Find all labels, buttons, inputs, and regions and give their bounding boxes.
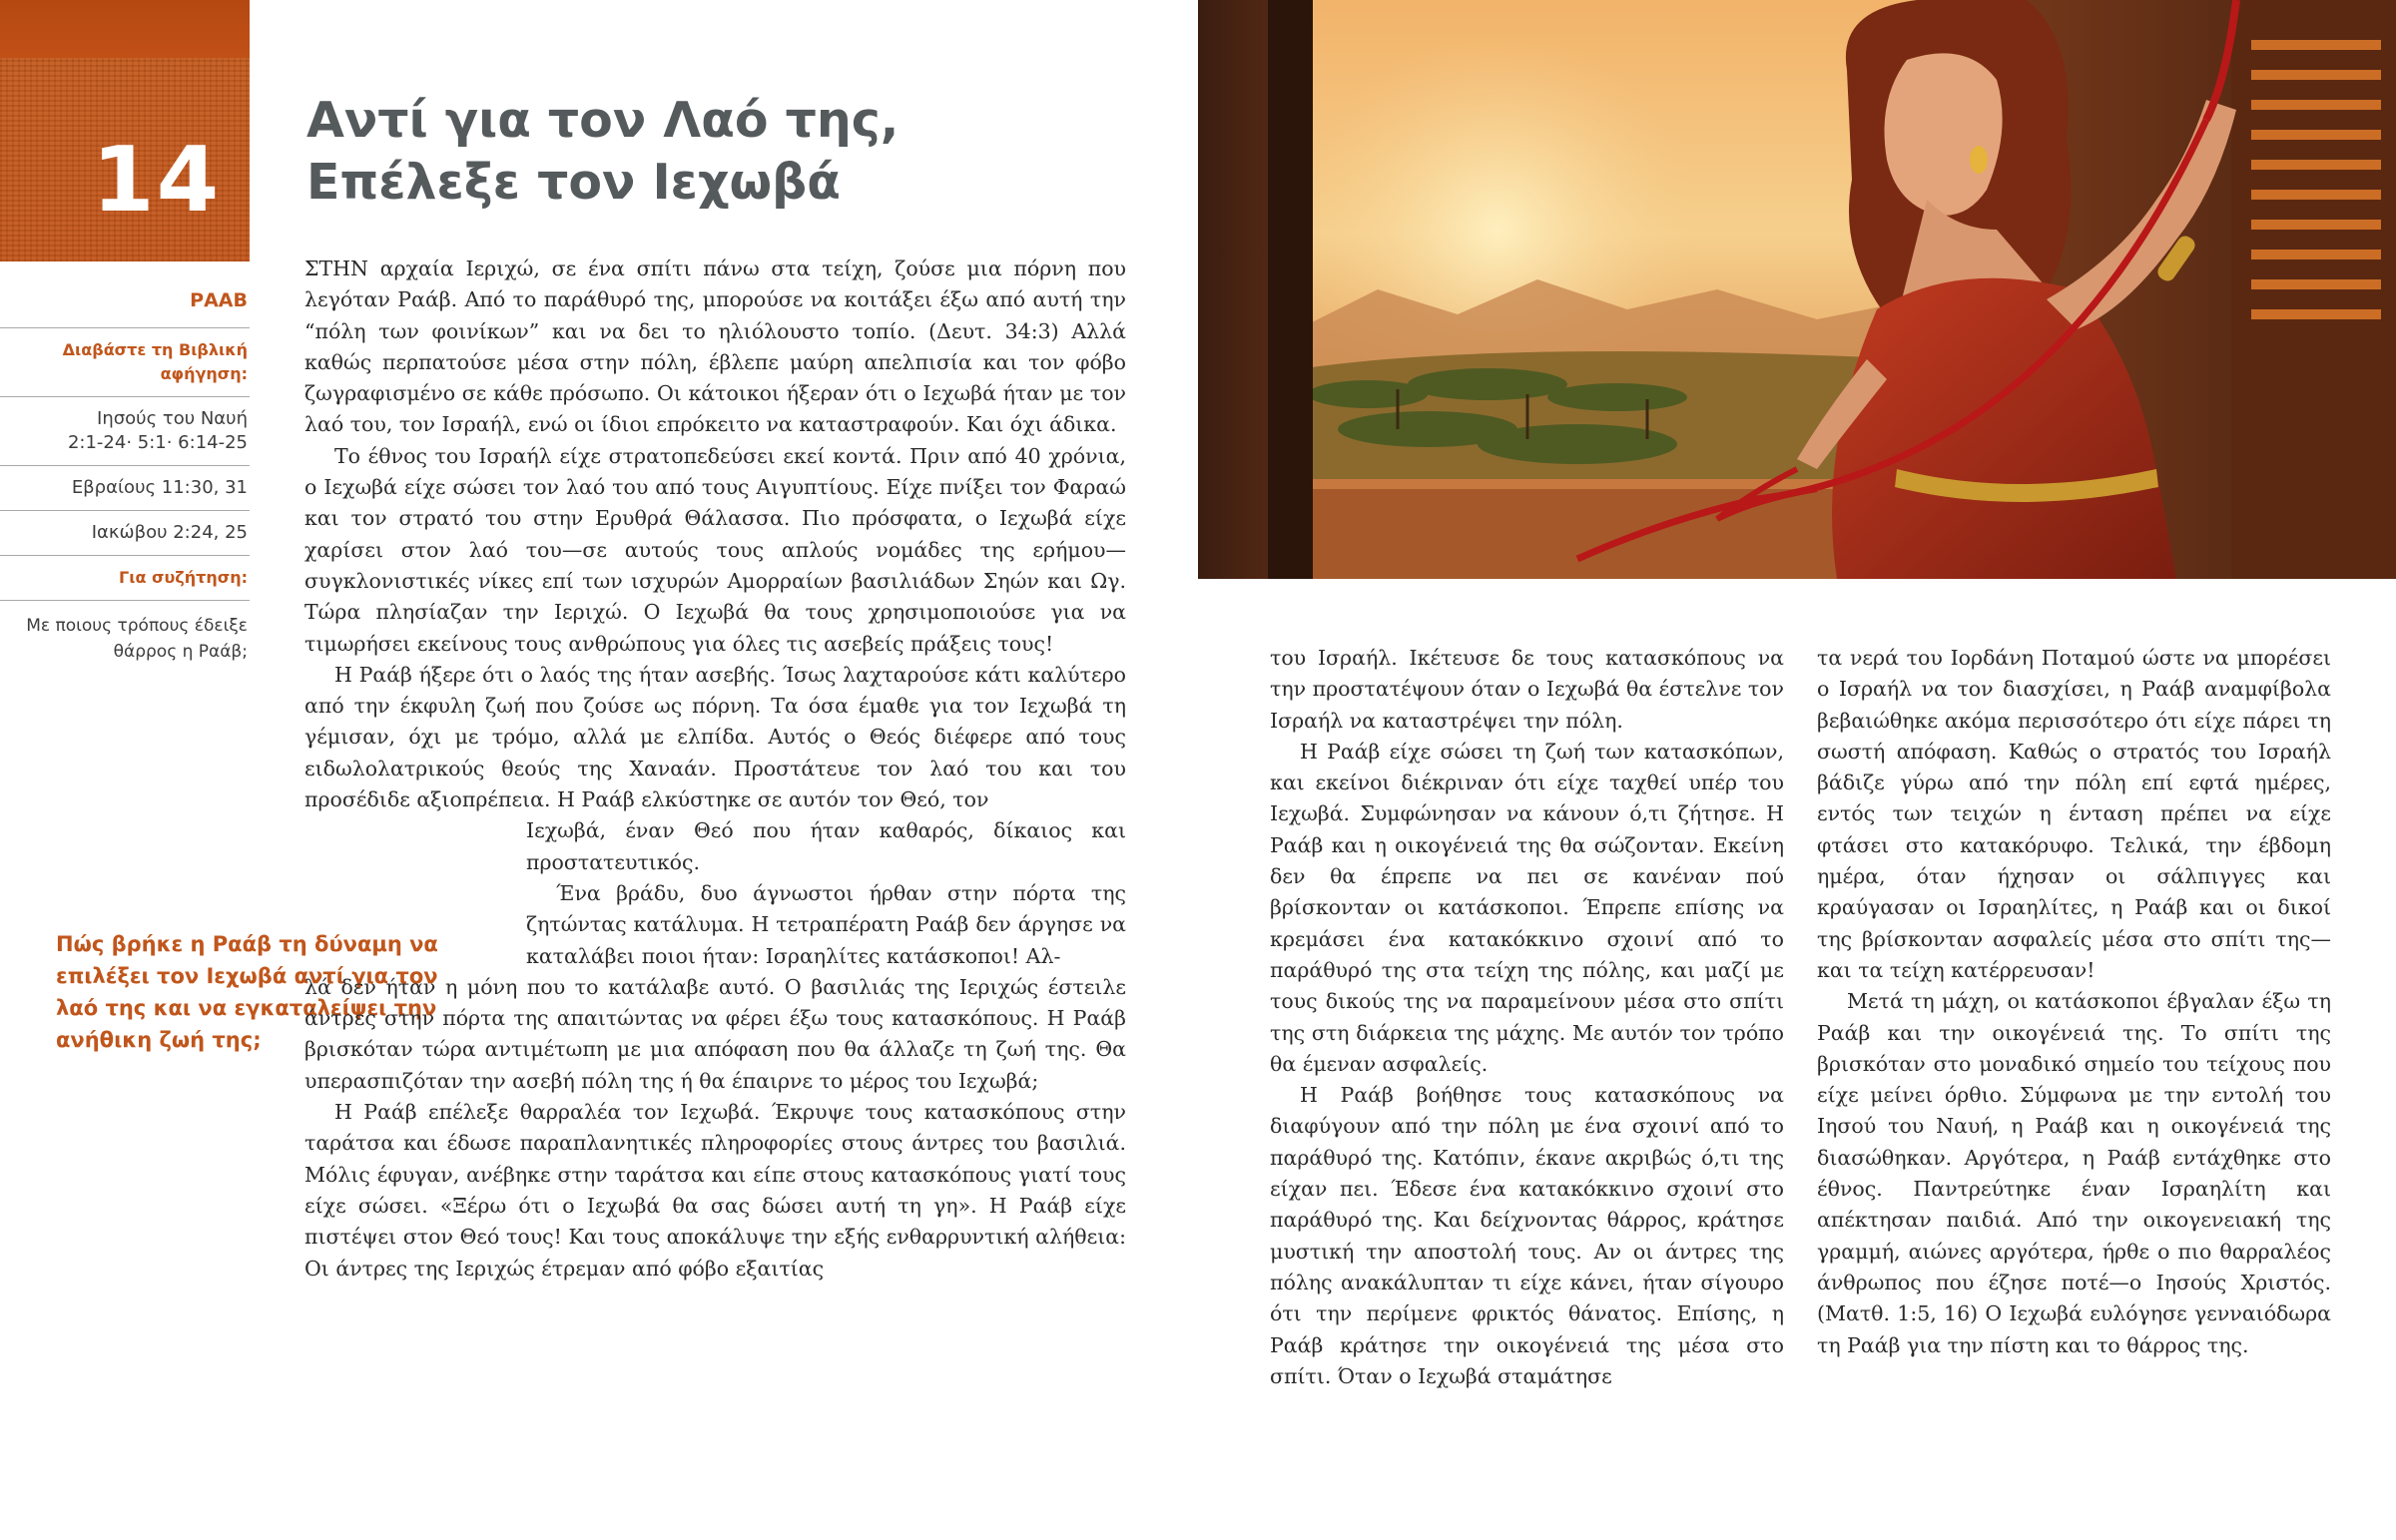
scripture-ref[interactable]: 2:1-24· 5:1· 6:14-25	[67, 432, 248, 453]
scripture-ref[interactable]: Εβραίους 11:30, 31	[71, 477, 248, 498]
paragraph: τα νερά του Ιορδάνη Ποταμού ώστε να μπορέσει ο Ισραήλ να τον διασχίσει, η Ραάβ αναμφίβολα βεβαιώθηκε ακόμα περισσότερο ότι είχε πάρει τη σωστή απόφαση. Καθώς ο στρατός του Ισραήλ βάδιζε γύρω από την πόλη επί εφτά ημέρες, εντός των τειχών η ένταση πρέπει να είχε φτάσει στο κατακόρυφο. Τελικά, την έβδομη ημέρα, όταν ήχησαν οι σάλπιγγες και κραύγασαν οι Ισραηλίτες, η Ραάβ και οι δικοί της βρίσκονταν ασφαλείς μέσα στο σπίτι της—και τα τείχη κατέρρευσαν!	[1817, 646, 2331, 982]
paragraph: Η Ραάβ ήξερε ότι ο λαός της ήταν ασεβής. Ίσως λαχταρούσε κάτι καλύτερο από την έκφυλη ζωή που ζούσε ως πόρνη. Τα όσα έμαθε για τον Ιεχωβά τη γέμισαν, όχι με τρόμο, αλλά με ελπίδα. Αυτός ο Θεός διέφερε από τους ειδωλολατρικούς θεούς της Χαναάν. Προστάτευε τον λαό του και του προσέδιδε αξιοπρέπεια. Η Ραάβ ελκύστηκε σε αυτόν τον Θεό, τον	[304, 662, 1126, 812]
badge-band	[0, 0, 250, 58]
paragraph: λά δεν ήταν η μόνη που το κατάλαβε αυτό. Ο βασιλιάς της Ιεριχώς έστειλε άντρες στην πόρτα της απαιτώντας να φέρει έξω τους κατασκόπους. Η Ραάβ βρισκόταν τώρα αντιμέτωπη με μια απόφαση που θα άλλαζε τη ζωή της. Θα υπερασπιζόταν την ασεβή πόλη της ή θα έπαιρνε το μέρος του Ιεχωβά;	[304, 974, 1126, 1093]
paragraph: Ιεχωβά, έναν Θεό που ήταν καθαρός, δίκαιος και προστατευτικός.	[526, 818, 1126, 874]
chapter-number: 14	[92, 128, 222, 233]
discuss-label: Για συζήτηση:	[119, 568, 248, 587]
chapter-badge	[0, 0, 250, 261]
title-line-1: Αντί για τον Λαό της,	[306, 92, 899, 149]
rahab-illustration	[1198, 0, 2396, 579]
paragraph: Ένα βράδυ, δυο άγνωστοι ήρθαν στην πόρτα της ζητώντας κατάλυμα. Η τετραπέρατη Ραάβ δεν άργησε να καταλάβει ποιοι ήταν: Ισραηλίτες κατάσκοποι! Αλ-	[526, 880, 1126, 968]
page-title	[306, 90, 925, 214]
character-name: ΡΑΑΒ	[0, 281, 250, 328]
discuss-question: Με ποιους τρόπους έδειξε θάρρος η Ραάβ;	[26, 616, 248, 662]
body-column-right	[1817, 643, 2331, 1361]
discuss-label-block	[0, 556, 250, 601]
paragraph: Η Ραάβ είχε σώσει τη ζωή των κατασκόπων, και εκείνοι διέκριναν ότι είχε ταχθεί υπέρ του Ιεχωβά. Συμφώνησαν να κάνουν ό,τι ζήτησε. Η Ραάβ και η οικογένειά της θα σώζονταν. Εκείνη δεν θα έπρεπε να πει σε κανέναν πού βρίσκονταν οι κατάσκοποι. Έπρεπε επίσης να κρεμάσει ένα κατακόκκινο σχοινί από το παράθυρό της στα τείχη της πόλης, και μαζί με τους δικούς της να παραμείνουν μέσα στο σπίτι της στη διάρκεια της μάχης. Με αυτόν τον τρόπο θα έμεναν ασφαλείς.	[1270, 739, 1784, 1076]
paragraph: του Ισραήλ. Ικέτευσε δε τους κατασκόπους να την προστατέψουν όταν ο Ιεχωβά θα έστελνε τον Ισραήλ να καταστρέψει την πόλη.	[1270, 646, 1784, 733]
paragraph: Η Ραάβ επέλεξε θαρραλέα τον Ιεχωβά. Έκρυψε τους κατασκόπους στην ταράτσα και έδωσε παραπλανητικές πληροφορίες στους άντρες του βασιλιά. Μόλις έφυγαν, ανέβηκε στην ταράτσα και είπε στους κατασκόπους γιατί τους είχε σώσει. «Ξέρω ότι ο Ιεχωβά θα σας δώσει αυτή τη γη». Η Ραάβ είχε πιστέψει στον Θεό τους! Και τους αποκάλυψε την εξής ενθαρρυντική αλήθεια: Οι άντρες της Ιεριχώς έτρεμαν από φόβο εξαιτίας	[304, 1100, 1126, 1281]
sidebar	[0, 281, 250, 675]
scripture-ref-block	[0, 397, 250, 466]
scripture-ref[interactable]: Ιακώβου 2:24, 25	[91, 522, 248, 543]
paragraph: Μετά τη μάχη, οι κατάσκοποι έβγαλαν έξω τη Ραάβ και την οικογένειά της. Το σπίτι της βρισκόταν στο μοναδικό σημείο του τείχους που είχε μείνει όρθιο. Σύμφωνα με την εντολή του Ιησού του Ναυή, η Ραάβ και η οικογένειά της διασώθηκαν. Αργότερα, η Ραάβ εντάχθηκε στο έθνος. Παντρεύτηκε έναν Ισραηλίτη και απέκτησαν παιδιά. Από την οικογενειακή της γραμμή, αιώνες αργότερα, ήρθε ο πιο θαρραλέος άνθρωπος που έζησε ποτέ—ο Ιησούς Χριστός. (Ματθ. 1:5, 16) Ο Ιεχωβά ευλόγησε γενναιόδωρα τη Ραάβ για την πίστη και το θάρρος της.	[1817, 989, 2331, 1357]
paragraph: ΣΤΗΝ αρχαία Ιεριχώ, σε ένα σπίτι πάνω στα τείχη, ζούσε μια πόρνη που λεγόταν Ραάβ. Από το παράθυρό της, μπορούσε να κοιτάξει έξω από αυτή την “πόλη των φοινίκων” και να δει το ηλιόλουστο τοπίο. (Δευτ. 34:3) Αλλά καθώς περπατούσε μέσα στην πόλη, έβλεπε μαύρη απελπισία και τον φόβο ζωγραφισμένο σε κάθε πρόσωπο. Οι κάτοικοι ήξεραν ότι ο Ιεχωβά ήταν με τον λαό του, τον Ισραήλ, ενώ οι ίδιοι επρόκειτο να καταστραφούν. Και όχι άδικα.	[304, 257, 1126, 437]
title-line-2: Επέλεξε τον Ιεχωβά	[306, 154, 841, 211]
read-label-block	[0, 328, 250, 397]
discuss-question-block	[0, 601, 250, 675]
paragraph: Η Ραάβ βοήθησε τους κατασκόπους να διαφύγουν από την πόλη με ένα σχοινί από το παράθυρό της. Κατόπιν, έκανε ακριβώς ό,τι της είχαν πει. Έδεσε ένα κατακόκκινο σχοινί στο παράθυρό της. Και δείχνοντας θάρρος, κράτησε μυστική την αποστολή τους. Αν οι άντρες της πόλης ανακάλυπταν τι είχε κάνει, ήταν σίγουρο ότι την περίμενε φρικτός θάνατος. Επίσης, η Ραάβ κράτησε την οικογένειά της μέσα στο σπίτι. Όταν ο Ιεχωβά σταμάτησε	[1270, 1083, 1784, 1388]
body-column-middle	[1270, 643, 1784, 1392]
illustration-art	[1198, 0, 2396, 579]
scripture-ref[interactable]: Ιησούς του Ναυή	[97, 408, 248, 429]
scripture-ref-block	[0, 511, 250, 556]
scripture-ref-block	[0, 466, 250, 511]
body-column-left	[304, 254, 1126, 1284]
callout-question: Πώς βρήκε η Ραάβ τη δύναμη να επιλέξει τον Ιεχωβά αντί για τον λαό της και να εγκαταλείψει την ανήθικη ζωή της;	[56, 932, 438, 1052]
paragraph: Το έθνος του Ισραήλ είχε στρατοπεδεύσει εκεί κοντά. Πριν από 40 χρόνια, ο Ιεχωβά είχε σώσει τον λαό του από τους Αιγυπτίους. Είχε πνίξει τον Φαραώ και τον στρατό του στην Ερυθρά Θάλασσα. Πιο πρόσφατα, ο Ιεχωβά είχε χαρίσει στον λαό του—σε αυτούς τους απλούς νομάδες της ερήμου—συγκλονιστικές νίκες επί των ισχυρών Αμορραίων βασιλιάδων Σηών και Ωγ. Τώρα πλησίαζαν την Ιεριχώ. Ο Ιεχωβά θα τους χρησιμοποιούσε για να τιμωρήσει εκείνους τους ανθρώπους για όλες τις ασεβείς πράξεις τους!	[304, 443, 1126, 656]
read-label: Διαβάστε τη Βιβλική αφήγηση:	[62, 340, 248, 383]
